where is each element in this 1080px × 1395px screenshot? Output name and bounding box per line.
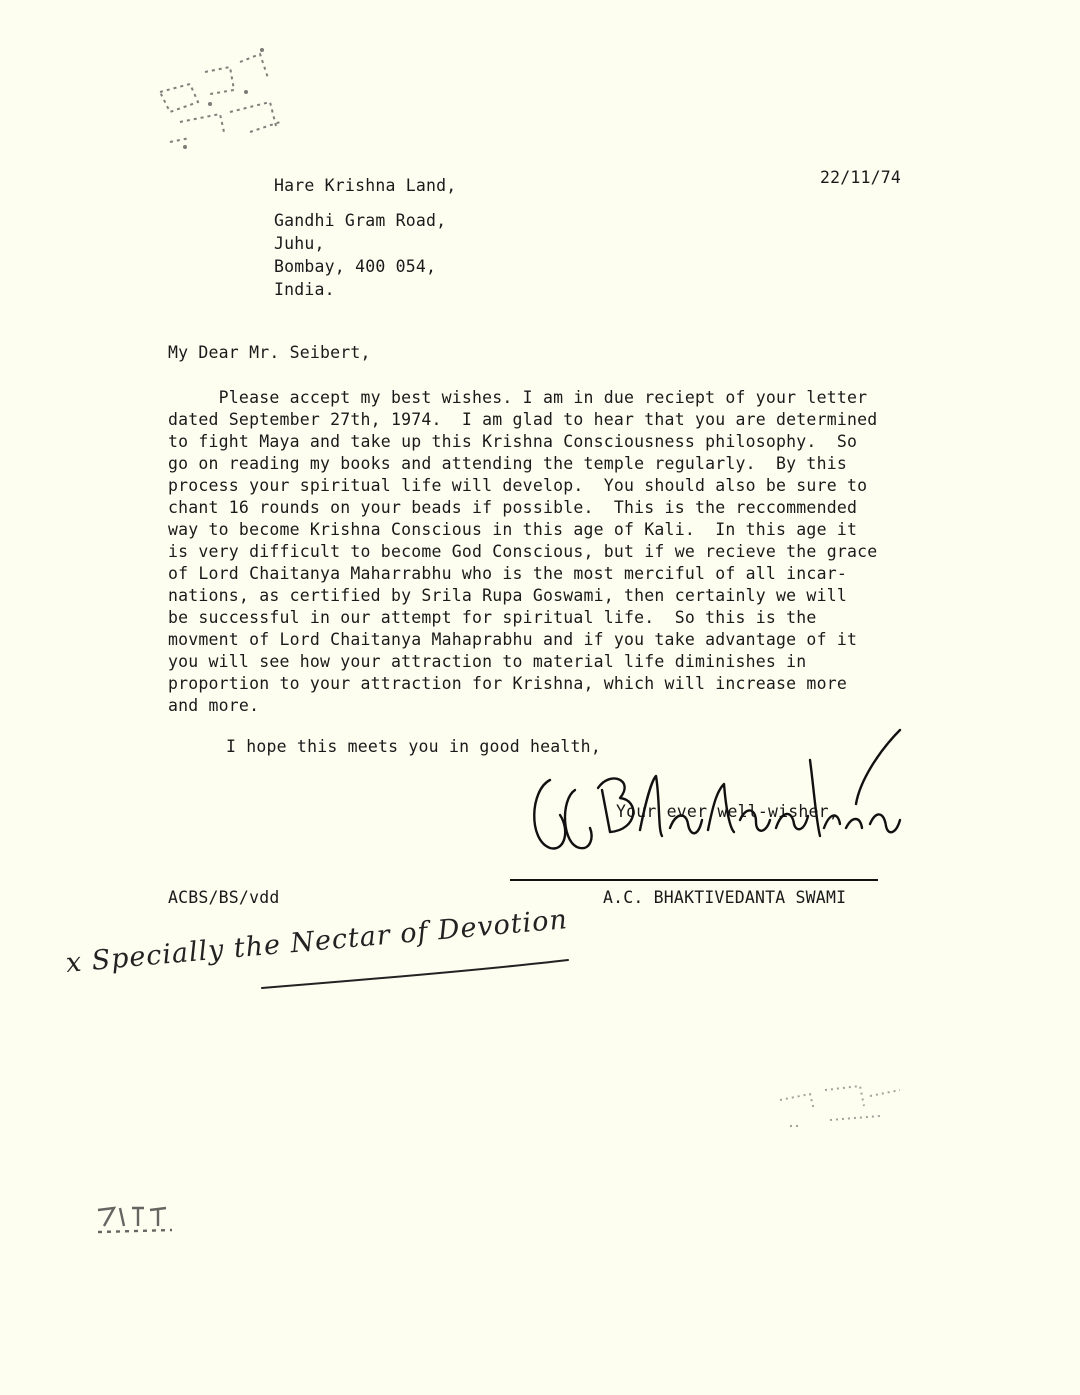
received-stamp-bottom — [92, 1196, 182, 1236]
address-line: Gandhi Gram Road, — [274, 211, 447, 230]
letter-date: 22/11/74 — [820, 168, 902, 187]
address-line: Bombay, 400 054, — [274, 257, 437, 276]
received-stamp-right — [770, 1070, 910, 1140]
body-line: Please accept my best wishes. I am in due reciept of your letter — [168, 388, 868, 407]
body-line: of Lord Chaitanya Maharrabhu who is the most merciful of all incar- — [168, 564, 847, 583]
body-line: process your spiritual life will develop. You should also be sure to — [168, 476, 868, 495]
closing-line: I hope this meets you in good health, — [226, 737, 601, 756]
body-line: and more. — [168, 696, 260, 715]
signature-underline — [510, 879, 878, 881]
salutation: My Dear Mr. Seibert, — [168, 343, 371, 362]
body-line: nations, as certified by Srila Rupa Goswami, then certainly we will — [168, 586, 847, 605]
reference-code: ACBS/BS/vdd — [168, 888, 280, 907]
address-line: Hare Krishna Land, — [274, 176, 457, 195]
body-line: be successful in our attempt for spiritual life. So this is the — [168, 608, 817, 627]
received-stamp-top — [150, 42, 290, 162]
body-line: to fight Maya and take up this Krishna Consciousness philosophy. So — [168, 432, 858, 451]
body-line: way to become Krishna Conscious in this age of Kali. In this age it — [168, 520, 858, 539]
body-line: is very difficult to become God Conscious, but if we recieve the grace — [168, 542, 878, 561]
signature — [520, 720, 920, 870]
body-line: go on reading my books and attending the temple regularly. By this — [168, 454, 847, 473]
address-line: India. — [274, 280, 335, 299]
signer-name: A.C. BHAKTIVEDANTA SWAMI — [603, 888, 847, 907]
address-line: Juhu, — [274, 234, 325, 253]
body-line: proportion to your attraction for Krishna, which will increase more — [168, 674, 847, 693]
body-line: dated September 27th, 1974. I am glad to hear that you are determined — [168, 410, 878, 429]
handwritten-note: x Specially the Nectar of Devotion — [64, 904, 570, 979]
body-line: you will see how your attraction to material life diminishes in — [168, 652, 807, 671]
body-line: chant 16 rounds on your beads if possible. This is the reccommended — [168, 498, 858, 517]
valediction: Your ever well-wisher, — [616, 802, 839, 821]
body-line: movment of Lord Chaitanya Mahaprabhu and if you take advantage of it — [168, 630, 858, 649]
